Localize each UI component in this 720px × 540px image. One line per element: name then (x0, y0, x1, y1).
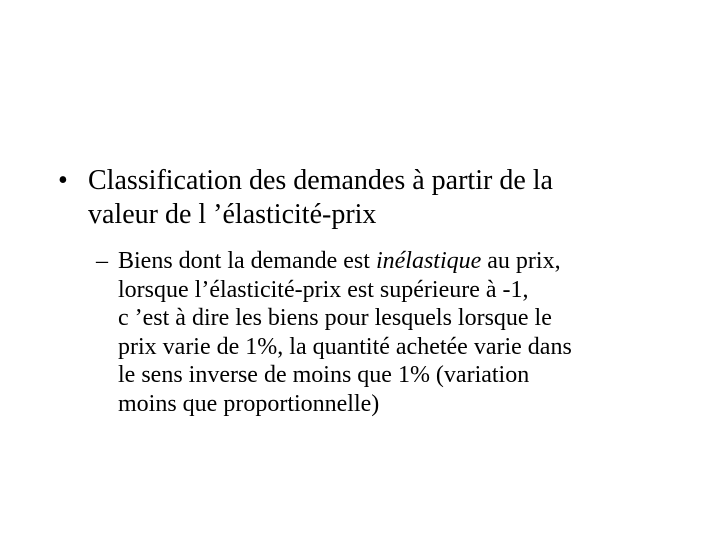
sub-bullet-line (118, 247, 696, 276)
sub-bullet-text-end: au prix, (481, 248, 561, 274)
sub-bullet-line: prix varie de 1%, la quantité achetée varie dans (118, 333, 572, 360)
bullet-level-2 (96, 247, 696, 418)
sub-bullet-text-start: Biens dont la demande est (118, 248, 376, 274)
sub-bullet-line: moins que proportionnelle) (118, 390, 380, 417)
sub-bullet-marker: – (96, 248, 108, 274)
bullet-line: valeur de l ’élasticité-prix (88, 199, 377, 230)
bullet-level-1 (58, 164, 678, 232)
sub-bullet-line: lorsque l’élasticité-prix est supérieure à -1, (118, 276, 529, 303)
sub-bullet-line: le sens inverse de moins que 1% (variation (118, 362, 530, 388)
emphasized-term: inélastique (375, 248, 482, 274)
sub-bullet-text (118, 247, 696, 418)
bullet-marker: • (58, 165, 68, 196)
sub-bullet-line: c ’est à dire les biens pour lesquels lorsque le (118, 305, 552, 331)
bullet-line: Classification des demandes à partir de la (88, 165, 553, 196)
bullet-text (88, 164, 678, 232)
